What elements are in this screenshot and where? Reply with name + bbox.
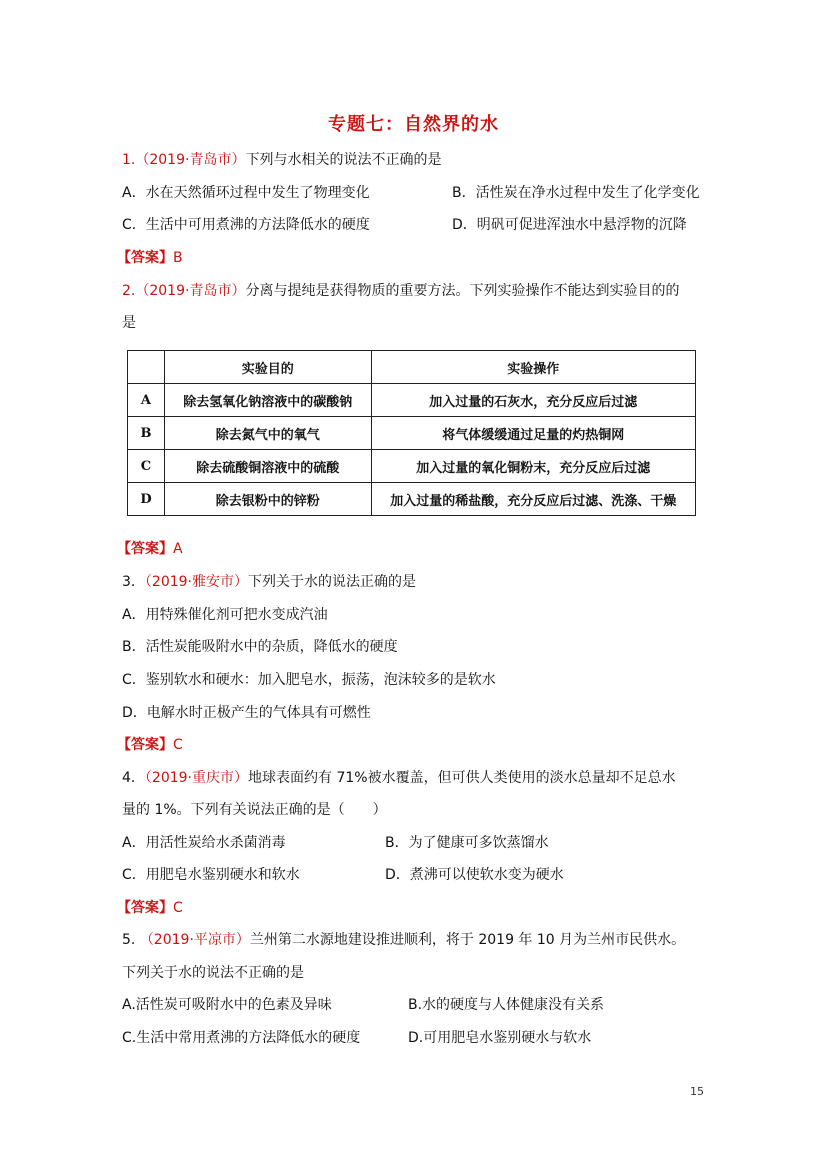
- question-1-option-c: C．生活中可用煮沸的方法降低水的硬度: [122, 217, 370, 233]
- question-5-option-b: B.水的硬度与人体健康没有关系: [408, 997, 605, 1013]
- table-cell: B: [128, 417, 165, 450]
- answer-tag: 【答案】: [117, 250, 173, 266]
- question-4-option-b: B．为了健康可多饮蒸馏水: [385, 835, 549, 851]
- table-header-row: [128, 351, 696, 384]
- question-4-option-c: C．用肥皂水鉴别硬水和软水: [122, 867, 300, 883]
- question-1-option-d: D．明矾可促进浑浊水中悬浮物的沉降: [452, 217, 687, 233]
- table-cell: A: [128, 384, 165, 417]
- table-header-cell: 实验操作: [371, 351, 695, 384]
- question-1-answer: [117, 248, 183, 268]
- question-5-option-a: A.活性炭可吸附水中的色素及异味: [122, 997, 332, 1013]
- table-header-cell: 实验目的: [164, 351, 371, 384]
- question-3-answer: [117, 735, 183, 755]
- table-cell: 除去氮气中的氧气: [164, 417, 371, 450]
- question-3-option-a: A．用特殊催化剂可把水变成汽油: [122, 607, 328, 623]
- question-5-option-d: D.可用肥皂水鉴别硬水与软水: [408, 1030, 592, 1046]
- question-5-text-line1: 兰州第二水源地建设推进顺利，将于 2019 年 10 月为兰州市民供水。: [249, 932, 686, 948]
- question-1-text: 下列与水相关的说法不正确的是: [245, 152, 442, 168]
- question-3-option-c: C．鉴别软水和硬水：加入肥皂水，振荡，泡沫较多的是软水: [122, 672, 496, 688]
- answer-tag: 【答案】: [117, 900, 173, 916]
- question-2-text-line2: 是: [122, 315, 136, 331]
- experiment-table: [127, 350, 696, 516]
- question-2-source: （2019·青岛市）: [135, 283, 246, 299]
- question-4-option-a: A．用活性炭给水杀菌消毒: [122, 835, 286, 851]
- answer-tag: 【答案】: [117, 541, 173, 557]
- table-cell: 除去氢氧化钠溶液中的碳酸钠: [164, 384, 371, 417]
- page-number: 15: [690, 1085, 704, 1098]
- question-2-text-line1: 分离与提纯是获得物质的重要方法。下列实验操作不能达到实验目的的: [245, 283, 680, 299]
- question-5-option-c: C.生活中常用煮沸的方法降低水的硬度: [122, 1030, 361, 1046]
- question-1-option-a: A．水在天然循环过程中发生了物理变化: [122, 185, 370, 201]
- question-3-option-d: D．电解水时正极产生的气体具有可燃性: [122, 705, 371, 721]
- question-4-answer: [117, 898, 183, 918]
- question-5-stem: [122, 930, 685, 950]
- table-cell: 加入过量的稀盐酸，充分反应后过滤、洗涤、干燥: [371, 483, 695, 516]
- table-cell: 加入过量的氧化铜粉末，充分反应后过滤: [371, 450, 695, 483]
- table-row: [128, 384, 696, 417]
- question-2-number: 2.: [122, 283, 136, 299]
- question-5-text-line2: 下列关于水的说法不正确的是: [122, 965, 304, 981]
- answer-value: A: [173, 541, 183, 557]
- question-4-source: （2019·重庆市）: [144, 770, 249, 786]
- question-1-stem: [122, 150, 441, 170]
- question-1-option-b: B．活性炭在净水过程中发生了化学变化: [452, 185, 700, 201]
- question-4-stem: [122, 768, 676, 788]
- question-1-source: （2019·青岛市）: [135, 152, 246, 168]
- table-cell: 除去硫酸铜溶液中的硫酸: [164, 450, 371, 483]
- question-5-source: （2019·平凉市）: [139, 932, 250, 948]
- table-row: [128, 483, 696, 516]
- question-3-option-b: B．活性炭能吸附水中的杂质，降低水的硬度: [122, 639, 398, 655]
- question-3-source: （2019·雅安市）: [144, 574, 249, 590]
- question-4-number: 4．: [122, 770, 145, 786]
- answer-value: B: [173, 250, 183, 266]
- question-3-stem: [122, 572, 416, 592]
- question-2-answer: [117, 539, 183, 559]
- answer-value: C: [173, 900, 183, 916]
- table-row: [128, 417, 696, 450]
- answer-tag: 【答案】: [117, 737, 173, 753]
- question-4-text-line1: 地球表面约有 71%被水覆盖，但可供人类使用的淡水总量却不足总水: [248, 770, 676, 786]
- table-header-cell: [128, 351, 165, 384]
- question-1-number: 1.: [122, 152, 136, 168]
- question-3-text: 下列关于水的说法正确的是: [248, 574, 417, 590]
- question-5-number: 5.: [122, 932, 136, 948]
- question-4-text-line2: 量的 1%。下列有关说法正确的是（ ）: [122, 802, 387, 818]
- table-cell: 将气体缓缓通过足量的灼热铜网: [371, 417, 695, 450]
- table-cell: 除去银粉中的锌粉: [164, 483, 371, 516]
- table-cell: C: [128, 450, 165, 483]
- answer-value: C: [173, 737, 183, 753]
- table-cell: 加入过量的石灰水，充分反应后过滤: [371, 384, 695, 417]
- table-row: [128, 450, 696, 483]
- question-4-option-d: D．煮沸可以使软水变为硬水: [385, 867, 564, 883]
- question-3-number: 3．: [122, 574, 145, 590]
- question-2-stem: [122, 281, 679, 301]
- table-cell: D: [128, 483, 165, 516]
- page-title: 专题七：自然界的水: [328, 114, 499, 135]
